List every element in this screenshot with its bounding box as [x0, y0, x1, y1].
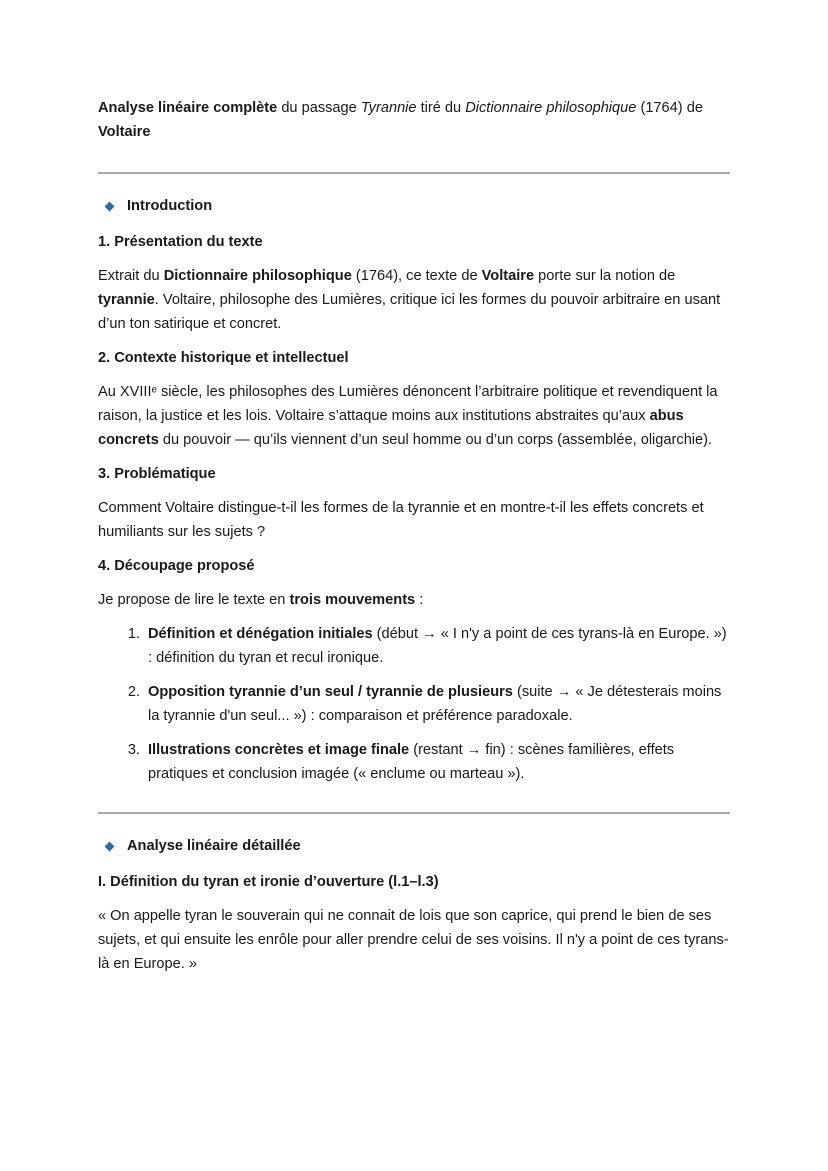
- paragraph-presentation: [98, 264, 730, 336]
- text-segment: (1764), ce texte de: [351, 268, 482, 284]
- text-segment: tiré du: [416, 100, 466, 116]
- text-segment: . Voltaire, philosophe des Lumières, critique ici les formes du pouvoir arbitraire en usant d’un ton satirique et concret.: [98, 292, 721, 332]
- list-item-text: [148, 622, 730, 670]
- bold-text: Opposition tyrannie d’un seul / tyrannie de plusieurs: [148, 684, 513, 700]
- document-title: [98, 96, 730, 144]
- italic-text: Tyrannie: [360, 100, 417, 116]
- quote-paragraph: [98, 904, 730, 976]
- heading-presentation: 1. Présentation du texte: [98, 234, 263, 250]
- divider: [98, 172, 730, 174]
- list-item-text: [148, 680, 730, 728]
- section-heading-analyse: [98, 834, 730, 858]
- bold-text: Définition et dénégation initiales: [148, 626, 373, 642]
- heading-contexte: 2. Contexte historique et intellectuel: [98, 350, 349, 366]
- bold-text: abus concrets: [98, 408, 684, 448]
- section-heading-introduction: [98, 194, 730, 218]
- heading-definition-tyran: I. Définition du tyran et ironie d’ouverture (l.1–l.3): [98, 874, 439, 890]
- section-title: Analyse linéaire détaillée: [127, 838, 301, 854]
- text-segment: Extrait du: [98, 268, 164, 284]
- text-segment: Comment Voltaire distingue-t-il les formes de la tyrannie et en montre-t-il les effets concrets et humiliants sur les sujets ?: [98, 500, 704, 540]
- list-number: 2.: [127, 684, 140, 700]
- bold-text: tyrannie: [98, 292, 155, 308]
- text-segment: porte sur la notion de: [534, 268, 676, 284]
- text-segment: (1764) de: [636, 100, 703, 116]
- text-segment: (début → « I n'y a point de ces tyrans-là en Europe. ») : définition du tyran et recul ironique.: [148, 626, 727, 666]
- bold-text: Illustrations concrètes et image finale: [148, 742, 410, 758]
- text-segment: du passage: [277, 100, 361, 116]
- paragraph-decoupage: [98, 588, 730, 612]
- bold-text: Analyse linéaire complète: [98, 100, 278, 116]
- text-segment: « On appelle tyran le souverain qui ne connait de lois que son caprice, qui prend le bien de ses sujets, et qui ensuite les enrôle pour aller prendre celui de ses voisins. Il n'y a point de ces tyrans-là en Europe. »: [98, 908, 729, 972]
- paragraph-problematique: [98, 496, 730, 544]
- movements-list: [98, 622, 730, 786]
- paragraph-contexte: [98, 380, 730, 452]
- section-title: Introduction: [127, 198, 213, 214]
- list-number: 1.: [127, 626, 140, 642]
- list-item: [98, 680, 730, 728]
- text-segment: Je propose de lire le texte en: [98, 592, 290, 608]
- divider: [98, 812, 730, 814]
- text-segment: (restant → fin) : scènes familières, effets pratiques et conclusion imagée (« enclume ou marteau »).: [148, 742, 675, 782]
- text-segment: du pouvoir — qu’ils viennent d’un seul homme ou d’un corps (assemblée, oligarchie).: [158, 432, 713, 448]
- list-item-text: [148, 738, 730, 786]
- document-page: [98, 96, 730, 986]
- bold-text: trois mouvements: [289, 592, 416, 608]
- text-segment: Au XVIIIᵉ siècle, les philosophes des Lumières dénoncent l’arbitraire politique et revendiquent la raison, la justice et les lois. Voltaire s’attaque moins aux institutions abstraites qu’aux: [98, 384, 718, 424]
- list-item: [98, 622, 730, 670]
- heading-problematique: 3. Problématique: [98, 466, 216, 482]
- text-segment: (suite → « Je détesterais moins la tyrannie d'un seul... ») : comparaison et préférence paradoxale.: [148, 684, 722, 724]
- list-number: 3.: [127, 742, 140, 758]
- italic-text: Dictionnaire philosophique: [465, 100, 637, 116]
- text-segment: :: [415, 592, 424, 608]
- diamond-bullet-icon: [105, 201, 115, 211]
- bold-text: Dictionnaire philosophique: [163, 268, 352, 284]
- bold-text: Voltaire: [98, 124, 151, 140]
- list-item: [98, 738, 730, 786]
- bold-text: Voltaire: [481, 268, 535, 284]
- heading-decoupage: 4. Découpage proposé: [98, 558, 255, 574]
- diamond-bullet-icon: [105, 841, 115, 851]
